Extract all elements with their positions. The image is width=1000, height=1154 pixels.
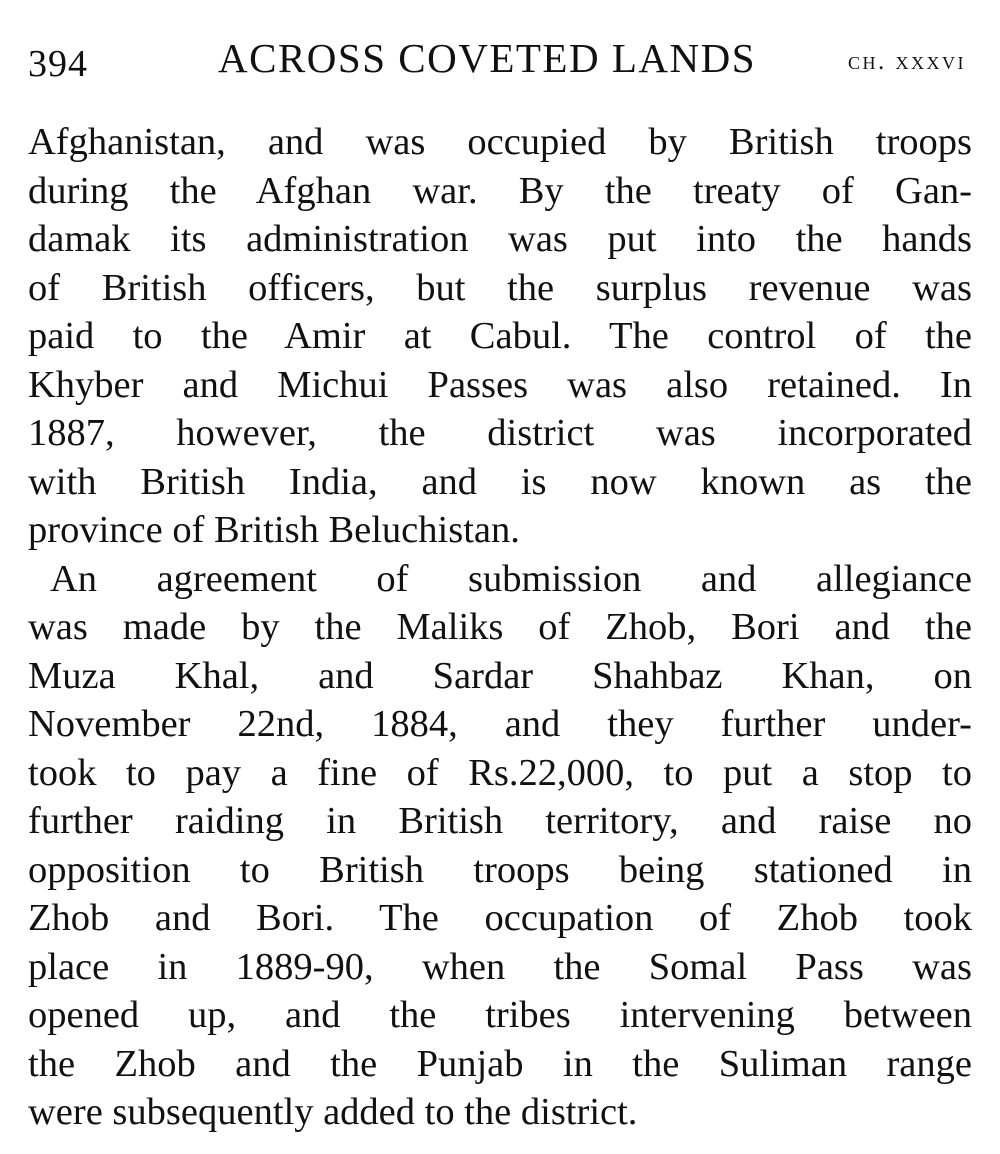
text-line: An agreement of submission and allegiance — [50, 557, 972, 600]
text-line: province of British Beluchistan. — [28, 509, 520, 551]
paragraph — [28, 118, 972, 555]
text-line: took to pay a fine of Rs.22,000, to put a stop to — [28, 751, 972, 794]
text-line: paid to the Amir at Cabul. The control of the — [28, 315, 972, 357]
text-line: were subsequently added to the district. — [28, 1091, 638, 1133]
text-line: 1887, however, the district was incorporated — [28, 412, 972, 454]
text-line: the Zhob and the Punjab in the Suliman range — [28, 1042, 972, 1085]
body-text — [28, 118, 972, 1137]
text-line: with British India, and is now known as the — [28, 460, 972, 503]
text-line: damak its administration was put into the hands — [28, 218, 972, 260]
text-line: opened up, and the tribes intervening between — [28, 994, 972, 1036]
running-title: ACROSS COVETED LANDS — [218, 35, 756, 81]
text-line: Muza Khal, and Sardar Shahbaz Khan, on — [28, 654, 972, 697]
text-line: place in 1889-90, when the Somal Pass was — [28, 945, 972, 988]
text-line: November 22nd, 1884, and they further under- — [28, 703, 972, 745]
chapter-label: ch. xxxvi — [848, 48, 966, 75]
text-line: opposition to British troops being stationed in — [28, 848, 972, 891]
text-line: further raiding in British territory, and raise no — [28, 800, 972, 842]
page-number: 394 — [28, 43, 88, 85]
text-line: Afghanistan, and was occupied by British troops — [28, 121, 972, 163]
page-header — [28, 28, 972, 88]
paragraph — [28, 555, 972, 1137]
text-line: of British officers, but the surplus revenue was — [28, 266, 972, 309]
text-line: Zhob and Bori. The occupation of Zhob took — [28, 897, 972, 939]
text-line: during the Afghan war. By the treaty of Gan- — [28, 169, 972, 212]
text-line: Khyber and Michui Passes was also retained. In — [28, 363, 972, 406]
text-line: was made by the Maliks of Zhob, Bori and the — [28, 606, 972, 648]
